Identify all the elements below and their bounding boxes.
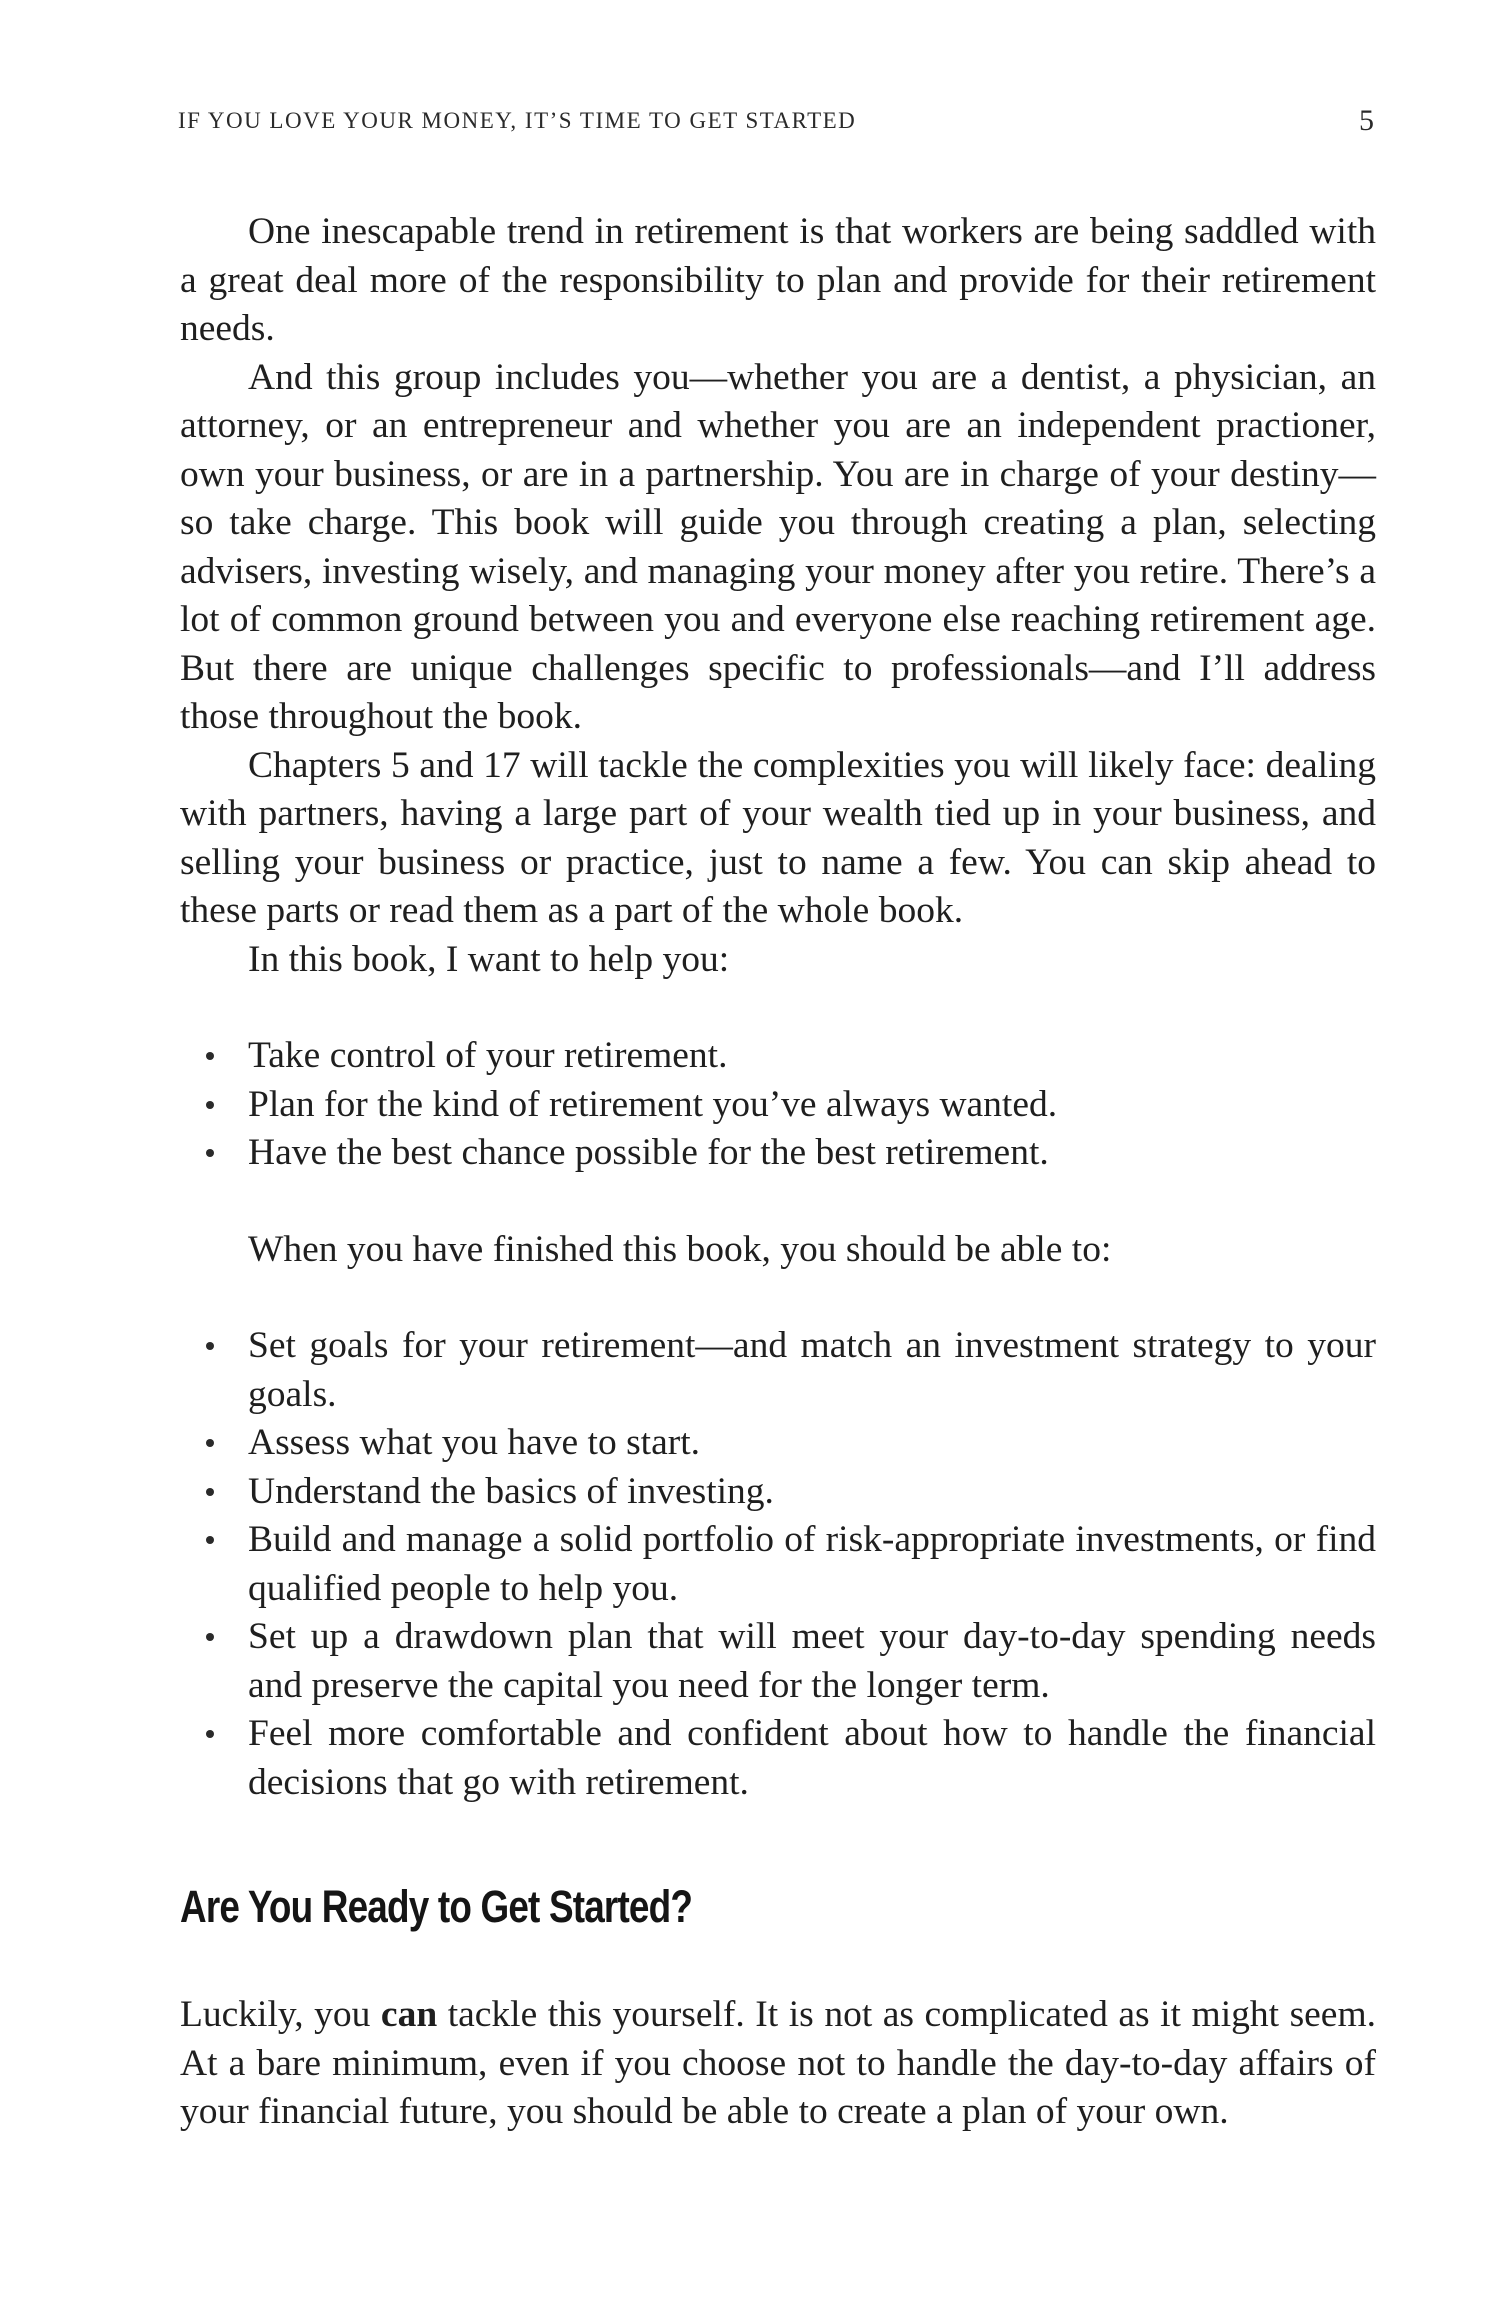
body-text — [180, 208, 1376, 2137]
bullet-icon — [206, 1633, 214, 1641]
bullet-icon — [206, 1342, 214, 1350]
list-item-text: Understand the basics of investing. — [248, 1470, 774, 1512]
page-number: 5 — [1359, 104, 1374, 137]
bullet-icon — [206, 1439, 214, 1447]
section-heading: Are You Ready to Get Started? — [180, 1881, 693, 1932]
list-item-text: Build and manage a solid portfolio of risk-appropriate investments, or find qualified people to help you. — [248, 1519, 1376, 1609]
list-item-text: Plan for the kind of retirement you’ve always wanted. — [248, 1083, 1058, 1125]
list-item — [180, 1468, 1376, 1517]
list-item-text: Take control of your retirement. — [248, 1035, 728, 1076]
list-item — [180, 1322, 1376, 1419]
running-head: IF YOU LOVE YOUR MONEY, IT’S TIME TO GET STARTED — [178, 108, 857, 133]
help-list — [180, 1032, 1376, 1178]
list-item — [180, 1081, 1376, 1130]
bullet-icon — [206, 1101, 214, 1109]
list-item-text: Have the best chance possible for the best retirement. — [248, 1132, 1049, 1173]
paragraph-responsibility: One inescapable trend in retirement is that workers are being saddled with a great deal more of the responsibility to plan and provide for their retirement needs. — [180, 211, 1376, 349]
list-item — [180, 1419, 1376, 1468]
list-item-text: Set goals for your retirement—and match an investment strategy to your goals. — [248, 1325, 1376, 1415]
closing-text-start: Luckily, you — [180, 1994, 381, 2035]
bullet-icon — [206, 1536, 214, 1544]
list-item-text: Assess what you have to start. — [248, 1422, 701, 1463]
list-item — [180, 1129, 1376, 1178]
paragraph-this-group: And this group includes you—whether you are a dentist, a physician, an attorney, or an entrepreneur and whether you are an independent practioner, own your business, or are in a partnership. You are in charge of your destiny—so take charge. This book will guide you through creating a plan, selecting advisers, investing wisely, and managing your money after you retire. There’s a lot of common ground between you and everyone else reaching retirement age. But there are unique challenges specific to professionals—and I’ll address those throughout the book. — [180, 356, 1376, 737]
closing-emphasis: can — [380, 1994, 438, 2035]
list-item-text: Set up a drawdown plan that will meet your day-to-day spending needs and preserve the capital you need for the longer term. — [248, 1616, 1376, 1706]
paragraph-help-intro: In this book, I want to help you: — [248, 938, 730, 980]
list-item — [180, 1516, 1376, 1613]
paragraph-chapters: Chapters 5 and 17 will tackle the complexities you will likely face: dealing with partners, having a large part of your wealth tied up in your business, and selling your business or practice, just to name a few. You can skip ahead to these parts or read them as a part of the whole book. — [180, 744, 1376, 931]
able-list — [180, 1322, 1376, 1807]
bullet-icon — [206, 1488, 214, 1496]
list-item — [180, 1710, 1376, 1807]
list-item-text: Feel more comfortable and confident about how to handle the financial decisions that go with retirement. — [248, 1713, 1376, 1803]
bullet-icon — [206, 1730, 214, 1738]
list-item — [180, 1613, 1376, 1710]
closing-text-end: tackle this yourself. It is not as complicated as it might seem. At a bare minimum, even if you choose not to handle the day-to-day affairs of your financial future, you should be able to create a plan of your own. — [180, 1994, 1377, 2132]
bullet-icon — [206, 1052, 214, 1060]
paragraph-able-intro: When you have finished this book, you should be able to: — [248, 1228, 1112, 1270]
paragraph-luckily — [180, 1991, 1376, 2137]
list-item — [180, 1032, 1376, 1081]
bullet-icon — [206, 1149, 214, 1157]
